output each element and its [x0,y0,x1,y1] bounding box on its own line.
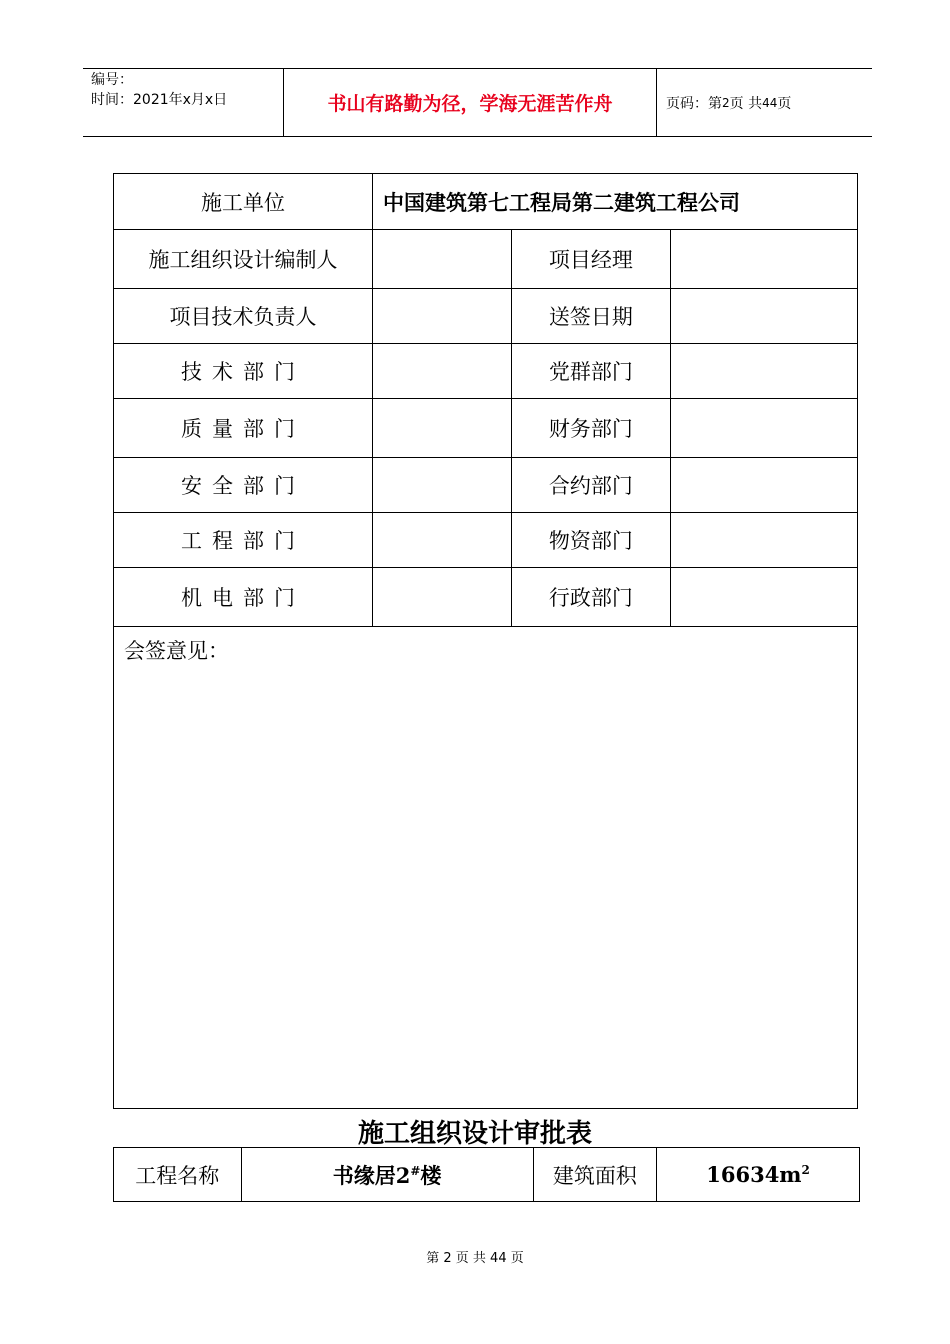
table-row [114,458,858,513]
row-value-right[interactable] [671,289,858,344]
project-name-label: 工程名称 [114,1148,242,1202]
project-name-suffix: 楼 [420,1162,442,1188]
row-label-right: 项目经理 [511,230,671,289]
signoff-table [113,173,858,1109]
unit-label: 施工单位 [114,174,373,230]
header-motto: 书山有路勤为径，学海无涯苦作舟 [284,69,657,136]
row-label-left: 技术部门 [114,344,373,399]
area-label: 建筑面积 [533,1148,656,1202]
page-mid: 页 共 [729,95,763,112]
row-value-right[interactable] [671,344,858,399]
page-number: 2 [722,95,730,110]
row-value-left[interactable] [373,568,512,627]
row-label-left: 工程部门 [114,513,373,568]
area-value-sup: 2 [801,1163,810,1177]
opinion-label: 会签意见： [124,639,229,663]
row-value-right[interactable] [671,513,858,568]
table-row [114,568,858,627]
table-row [114,399,858,458]
area-value [657,1148,860,1202]
row-label-right: 物资部门 [511,513,671,568]
project-name-sup: # [410,1163,421,1178]
row-value-right[interactable] [671,399,858,458]
table-row [114,627,858,1109]
row-label-right: 财务部门 [511,399,671,458]
project-name-value [241,1148,533,1202]
header-meta [83,69,284,136]
document-title: 施工组织设计审批表 [357,1119,592,1149]
page-total: 44 [762,95,778,110]
row-label-right: 行政部门 [511,568,671,627]
row-label-left: 安全部门 [114,458,373,513]
code-label: 编号： [91,72,133,88]
row-value-left[interactable] [373,399,512,458]
row-value-left[interactable] [373,513,512,568]
area-value-text: 16634m [706,1162,802,1187]
row-label-left: 质量部门 [114,399,373,458]
project-name-text: 书缘居2 [332,1162,411,1188]
project-table [113,1147,860,1202]
page-suffix: 页 [777,95,792,112]
row-label-left: 项目技术负责人 [114,289,373,344]
page-footer: 第 2 页 共 44 页 [426,1251,524,1266]
row-label-right: 送签日期 [511,289,671,344]
row-value-left[interactable] [373,344,512,399]
header-page-info [657,69,872,136]
table-row [114,289,858,344]
row-value-right[interactable] [671,230,858,289]
row-value-left[interactable] [373,458,512,513]
table-row [114,513,858,568]
row-label-left: 施工组织设计编制人 [114,230,373,289]
row-label-right: 党群部门 [511,344,671,399]
table-row [114,344,858,399]
row-value-right[interactable] [671,458,858,513]
row-value-right[interactable] [671,568,858,627]
page-prefix: 页码：第 [666,95,722,112]
table-row [114,1148,860,1202]
row-label-left: 机电部门 [114,568,373,627]
table-row [114,230,858,289]
time-label: 时间：2021年x月x日 [91,92,228,108]
row-value-left[interactable] [373,289,512,344]
opinion-cell[interactable] [114,627,858,1109]
unit-value: 中国建筑第七工程局第二建筑工程公司 [373,174,858,230]
table-row [114,174,858,230]
page-header [83,68,872,137]
row-label-right: 合约部门 [511,458,671,513]
row-value-left[interactable] [373,230,512,289]
